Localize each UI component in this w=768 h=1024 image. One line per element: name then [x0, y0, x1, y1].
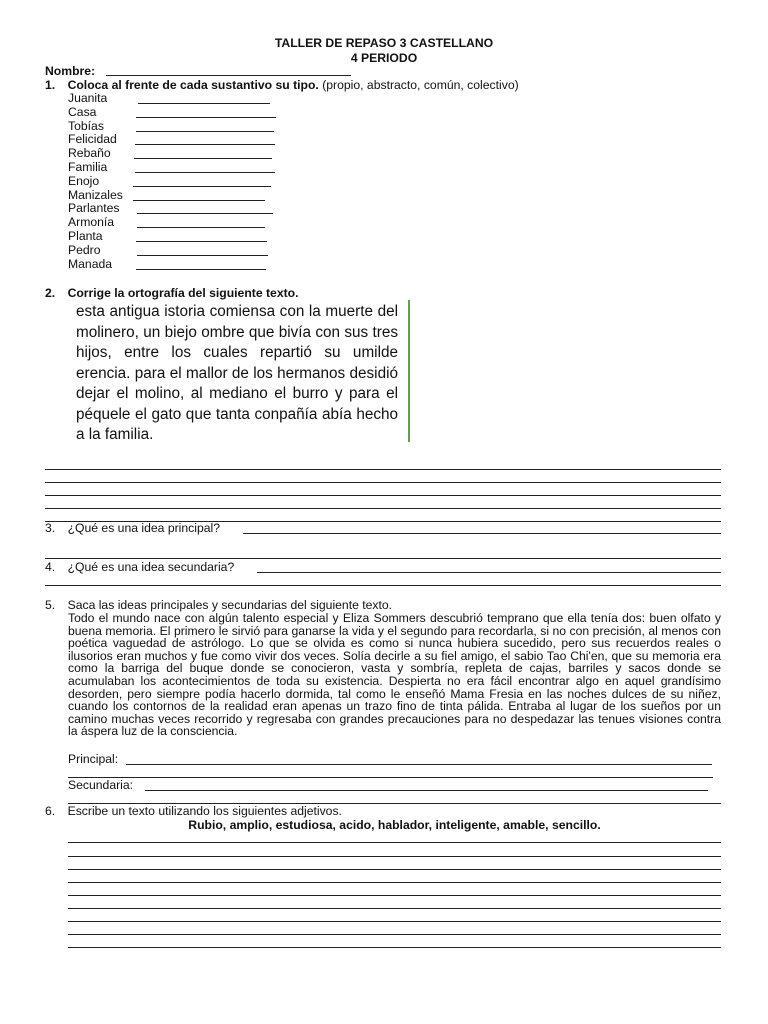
answer-line[interactable]	[45, 508, 721, 509]
question-1-number: 1.	[45, 78, 56, 92]
noun-row	[68, 229, 103, 243]
noun-word: Familia	[68, 160, 108, 174]
answer-line[interactable]	[243, 533, 721, 534]
adjective-list: Rubio, amplio, estudiosa, acido, hablador, inteligente, amable, sencillo.	[188, 818, 601, 832]
writing-line[interactable]	[68, 869, 721, 870]
question-1-prompt-normal: (propio, abstracto, común, colectivo)	[318, 78, 519, 92]
noun-word: Manizales	[68, 187, 123, 202]
noun-row	[68, 188, 123, 202]
noun-row	[68, 119, 104, 133]
noun-word: Armonía	[68, 215, 115, 230]
question-6-prompt: Escribe un texto utilizando los siguientes adjetivos.	[67, 804, 342, 818]
answer-line[interactable]	[257, 572, 721, 573]
noun-word: Parlantes	[68, 201, 120, 216]
noun-row	[68, 132, 117, 146]
question-3-prompt: ¿Qué es una idea principal?	[67, 521, 221, 535]
question-2-number: 2.	[45, 286, 56, 300]
reading-text: Todo el mundo nace con algún talento especial y Eliza Sommers descubrió temprano que ella tenía dos: buen olfato y buena memoria. El primero le sirvió para ganarse la vida y el segundo para recordarla, si no con precisión, al menos con poética vaguedad de astrólogo. Lo que se olvida es como si nunca hubiera sucedido, pero sus recuerdos reales o ilusorios eran muchos y fue como vivir dos veces. Solía decirle a su fiel amigo, el sabio Tao Chi'en, que su memoria era como la barriga del buque donde se conocieron, vasta y sombría, repleta de cajas, barriles y sacos donde se acumulaban los acontecimientos de toda su existencia. Despierta no era fácil encontrar algo en aquel grandísimo desorden, pero siempre podía hacerlo dormida, tal como le enseñó Mama Fresia en las noches dulces de su niñez, cuando los contornos de la realidad eran apenas un trazo fino de tinta pálida. Entraba al lugar de los sueños por un camino muchas veces recorrido y regresaba con grandes precauciones para no despedazar las tenues visiones contra la áspera luz de la consciencia.	[68, 611, 721, 739]
noun-answer-line[interactable]	[137, 213, 273, 214]
secundaria-label: Secundaria:	[68, 778, 134, 792]
noun-row	[68, 257, 112, 271]
noun-answer-line[interactable]	[137, 255, 268, 256]
noun-row	[68, 91, 107, 105]
question-5-number: 5.	[45, 598, 56, 612]
noun-answer-line[interactable]	[137, 227, 265, 228]
noun-answer-line[interactable]	[133, 186, 271, 187]
writing-line[interactable]	[68, 921, 721, 922]
noun-word: Felicidad	[68, 132, 117, 147]
name-label: Nombre:	[45, 64, 96, 78]
name-line[interactable]	[106, 75, 351, 76]
answer-line[interactable]	[45, 495, 721, 496]
noun-row	[68, 243, 101, 257]
secundaria-answer-line[interactable]	[145, 790, 708, 791]
question-4-number: 4.	[45, 560, 56, 574]
question-4-prompt: ¿Qué es una idea secundaria?	[67, 560, 235, 574]
answer-line[interactable]	[45, 469, 721, 470]
noun-answer-line[interactable]	[136, 131, 274, 132]
noun-word: Manada	[68, 256, 113, 271]
writing-line[interactable]	[68, 895, 721, 896]
principal-answer-line[interactable]	[126, 764, 712, 765]
noun-word: Enojo	[68, 173, 100, 188]
noun-row	[68, 174, 99, 188]
answer-line[interactable]	[45, 558, 721, 559]
noun-row	[68, 201, 120, 215]
noun-answer-line[interactable]	[135, 172, 275, 173]
writing-line[interactable]	[68, 947, 721, 948]
noun-word: Planta	[68, 229, 103, 243]
page-title: TALLER DE REPASO 3 CASTELLANO	[274, 36, 494, 50]
noun-row	[68, 105, 96, 119]
noun-answer-line[interactable]	[136, 269, 266, 270]
question-2	[45, 286, 299, 300]
question-5	[45, 598, 392, 612]
noun-answer-line[interactable]	[133, 200, 265, 201]
question-1	[45, 78, 519, 92]
spelling-text: esta antigua istoria comiensa con la muerte del molinero, un biejo ombre que bivía con sus tres hijos, entre los cuales repartió su umilde erencia. para el mallor de los hermanos desidió dejar el molino, al mediano el burro y para el péquele el gato que tanta conpañía abía hecho a la familia.	[76, 303, 398, 443]
question-5-prompt: Saca las ideas principales y secundarias del siguiente texto.	[67, 598, 393, 612]
noun-answer-line[interactable]	[135, 144, 275, 145]
noun-row	[68, 215, 114, 229]
question-6	[45, 804, 342, 818]
noun-answer-line[interactable]	[134, 158, 272, 159]
writing-line[interactable]	[68, 842, 721, 843]
principal-label: Principal:	[68, 752, 119, 766]
noun-answer-line[interactable]	[138, 103, 270, 104]
noun-row	[68, 146, 111, 160]
question-2-prompt: Corrige la ortografía del siguiente texto.	[67, 286, 299, 300]
noun-answer-line[interactable]	[136, 241, 267, 242]
writing-line[interactable]	[68, 908, 721, 909]
question-4	[45, 560, 234, 574]
noun-word: Juanita	[68, 91, 108, 105]
question-3	[45, 521, 220, 535]
writing-line[interactable]	[68, 934, 721, 935]
principal-answer-line[interactable]	[68, 777, 713, 778]
spelling-text-box	[68, 300, 410, 442]
noun-word: Rebaño	[68, 146, 111, 161]
answer-line[interactable]	[45, 585, 721, 586]
question-3-number: 3.	[45, 521, 56, 535]
noun-row	[68, 160, 107, 174]
noun-word: Tobías	[68, 118, 104, 133]
answer-line[interactable]	[45, 482, 721, 483]
page-subtitle: 4 PERIODO	[350, 51, 418, 65]
noun-word: Casa	[68, 104, 97, 119]
noun-word: Pedro	[68, 242, 101, 257]
writing-line[interactable]	[68, 882, 721, 883]
question-6-number: 6.	[45, 804, 56, 818]
writing-line[interactable]	[68, 856, 721, 857]
noun-answer-line[interactable]	[136, 117, 276, 118]
question-1-prompt-bold: Coloca al frente de cada sustantivo su tipo.	[67, 78, 319, 92]
